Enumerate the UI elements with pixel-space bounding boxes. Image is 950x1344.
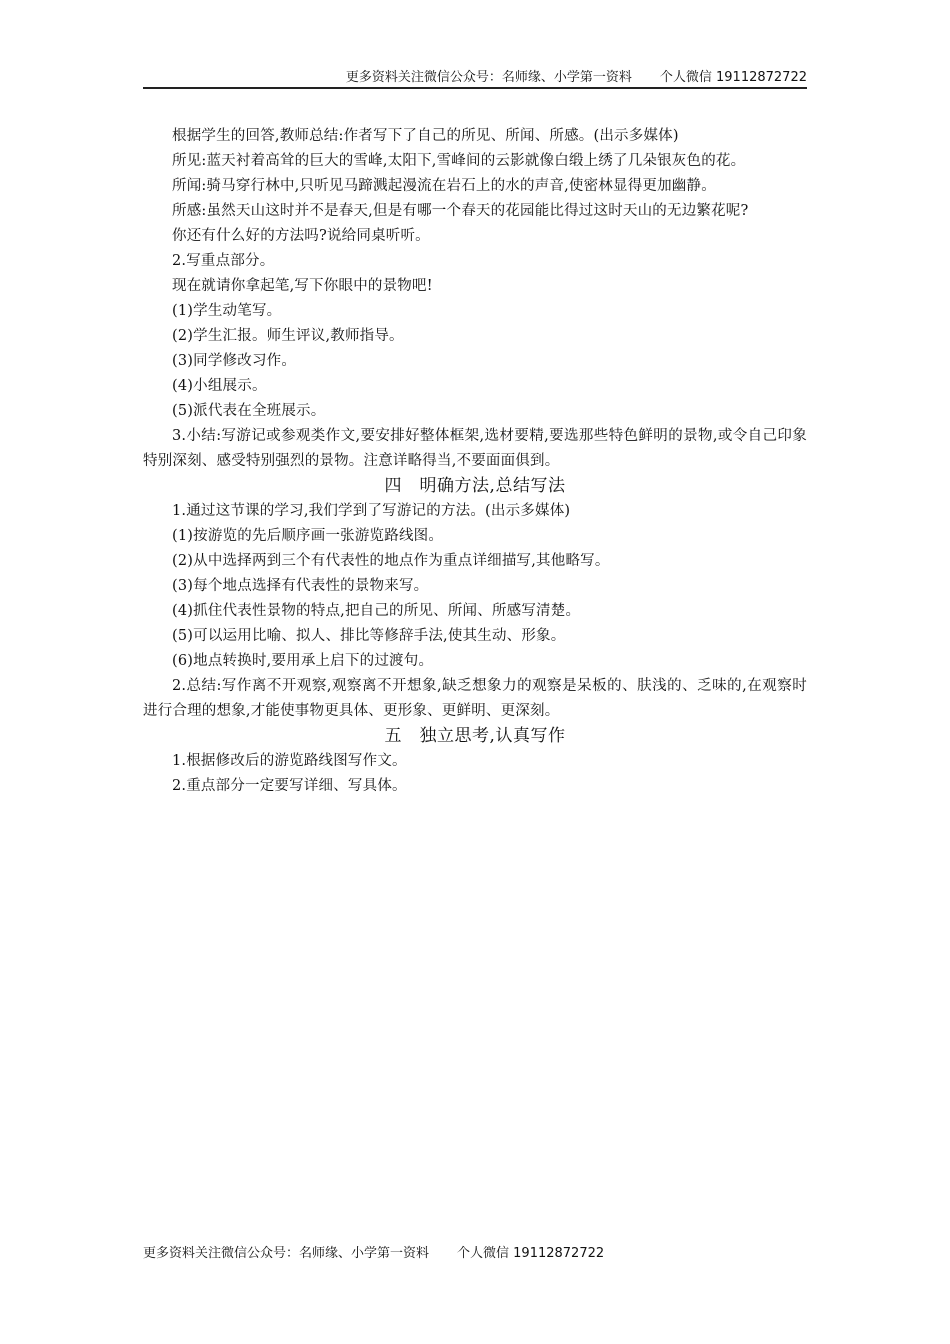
list-item: (2)从中选择两到三个有代表性的地点作为重点详细描写,其他略写。	[172, 553, 610, 569]
paragraph: 2.写重点部分。	[172, 253, 275, 269]
list-item: (1)学生动笔写。	[172, 303, 282, 319]
list-item: (4)抓住代表性景物的特点,把自己的所见、所闻、所感写清楚。	[172, 603, 581, 619]
paragraph: 2.总结:写作离不开观察,观察离不开想象,缺乏想象力的观察是呆板的、肤浅的、乏味的,在观察时进行合理的想象,才能使事物更具体、更形象、更鲜明、更深刻。	[143, 678, 807, 719]
paragraph: 2.重点部分一定要写详细、写具体。	[172, 778, 407, 794]
footer-wechat: 个人微信 19112872722	[457, 1246, 605, 1261]
page-header	[143, 70, 807, 86]
list-item: (3)同学修改习作。	[172, 353, 297, 369]
list-item: (1)按游览的先后顺序画一张游览路线图。	[172, 528, 444, 544]
paragraph: 所见:蓝天衬着高耸的巨大的雪峰,太阳下,雪峰间的云影就像白缎上绣了几朵银灰色的花。	[172, 153, 746, 169]
paragraph: 1.根据修改后的游览路线图写作文。	[172, 753, 407, 769]
paragraph: 3.小结:写游记或参观类作文,要安排好整体框架,选材要精,要选那些特色鲜明的景物,或令自己印象特别深刻、感受特别强烈的景物。注意详略得当,不要面面俱到。	[143, 428, 807, 469]
list-item: (6)地点转换时,要用承上启下的过渡句。	[172, 653, 434, 669]
header-rule	[143, 87, 807, 89]
paragraph: 你还有什么好的方法吗?说给同桌听听。	[172, 228, 430, 244]
page-footer	[143, 1246, 807, 1262]
list-item: (2)学生汇报。师生评议,教师指导。	[172, 328, 404, 344]
paragraph: 根据学生的回答,教师总结:作者写下了自己的所见、所闻、所感。(出示多媒体)	[172, 128, 679, 144]
list-item: (4)小组展示。	[172, 378, 267, 394]
paragraph: 所闻:骑马穿行林中,只听见马蹄溅起漫流在岩石上的水的声音,使密林显得更加幽静。	[172, 178, 716, 194]
paragraph: 现在就请你拿起笔,写下你眼中的景物吧!	[172, 278, 433, 294]
footer-text: 更多资料关注微信公众号：名师缘、小学第一资料	[143, 1246, 430, 1261]
paragraph: 所感:虽然天山这时并不是春天,但是有哪一个春天的花园能比得过这时天山的无边繁花呢?	[172, 203, 749, 219]
header-wechat: 个人微信 19112872722	[659, 70, 807, 85]
list-item: (5)可以运用比喻、拟人、排比等修辞手法,使其生动、形象。	[172, 628, 566, 644]
section-heading-5: 五 独立思考,认真写作	[384, 726, 566, 746]
list-item: (5)派代表在全班展示。	[172, 403, 326, 419]
list-item: (3)每个地点选择有代表性的景物来写。	[172, 578, 429, 594]
paragraph: 1.通过这节课的学习,我们学到了写游记的方法。(出示多媒体)	[172, 503, 571, 519]
header-text: 更多资料关注微信公众号：名师缘、小学第一资料	[345, 70, 632, 85]
section-heading-4: 四 明确方法,总结写法	[384, 476, 566, 496]
document-body	[143, 124, 807, 799]
